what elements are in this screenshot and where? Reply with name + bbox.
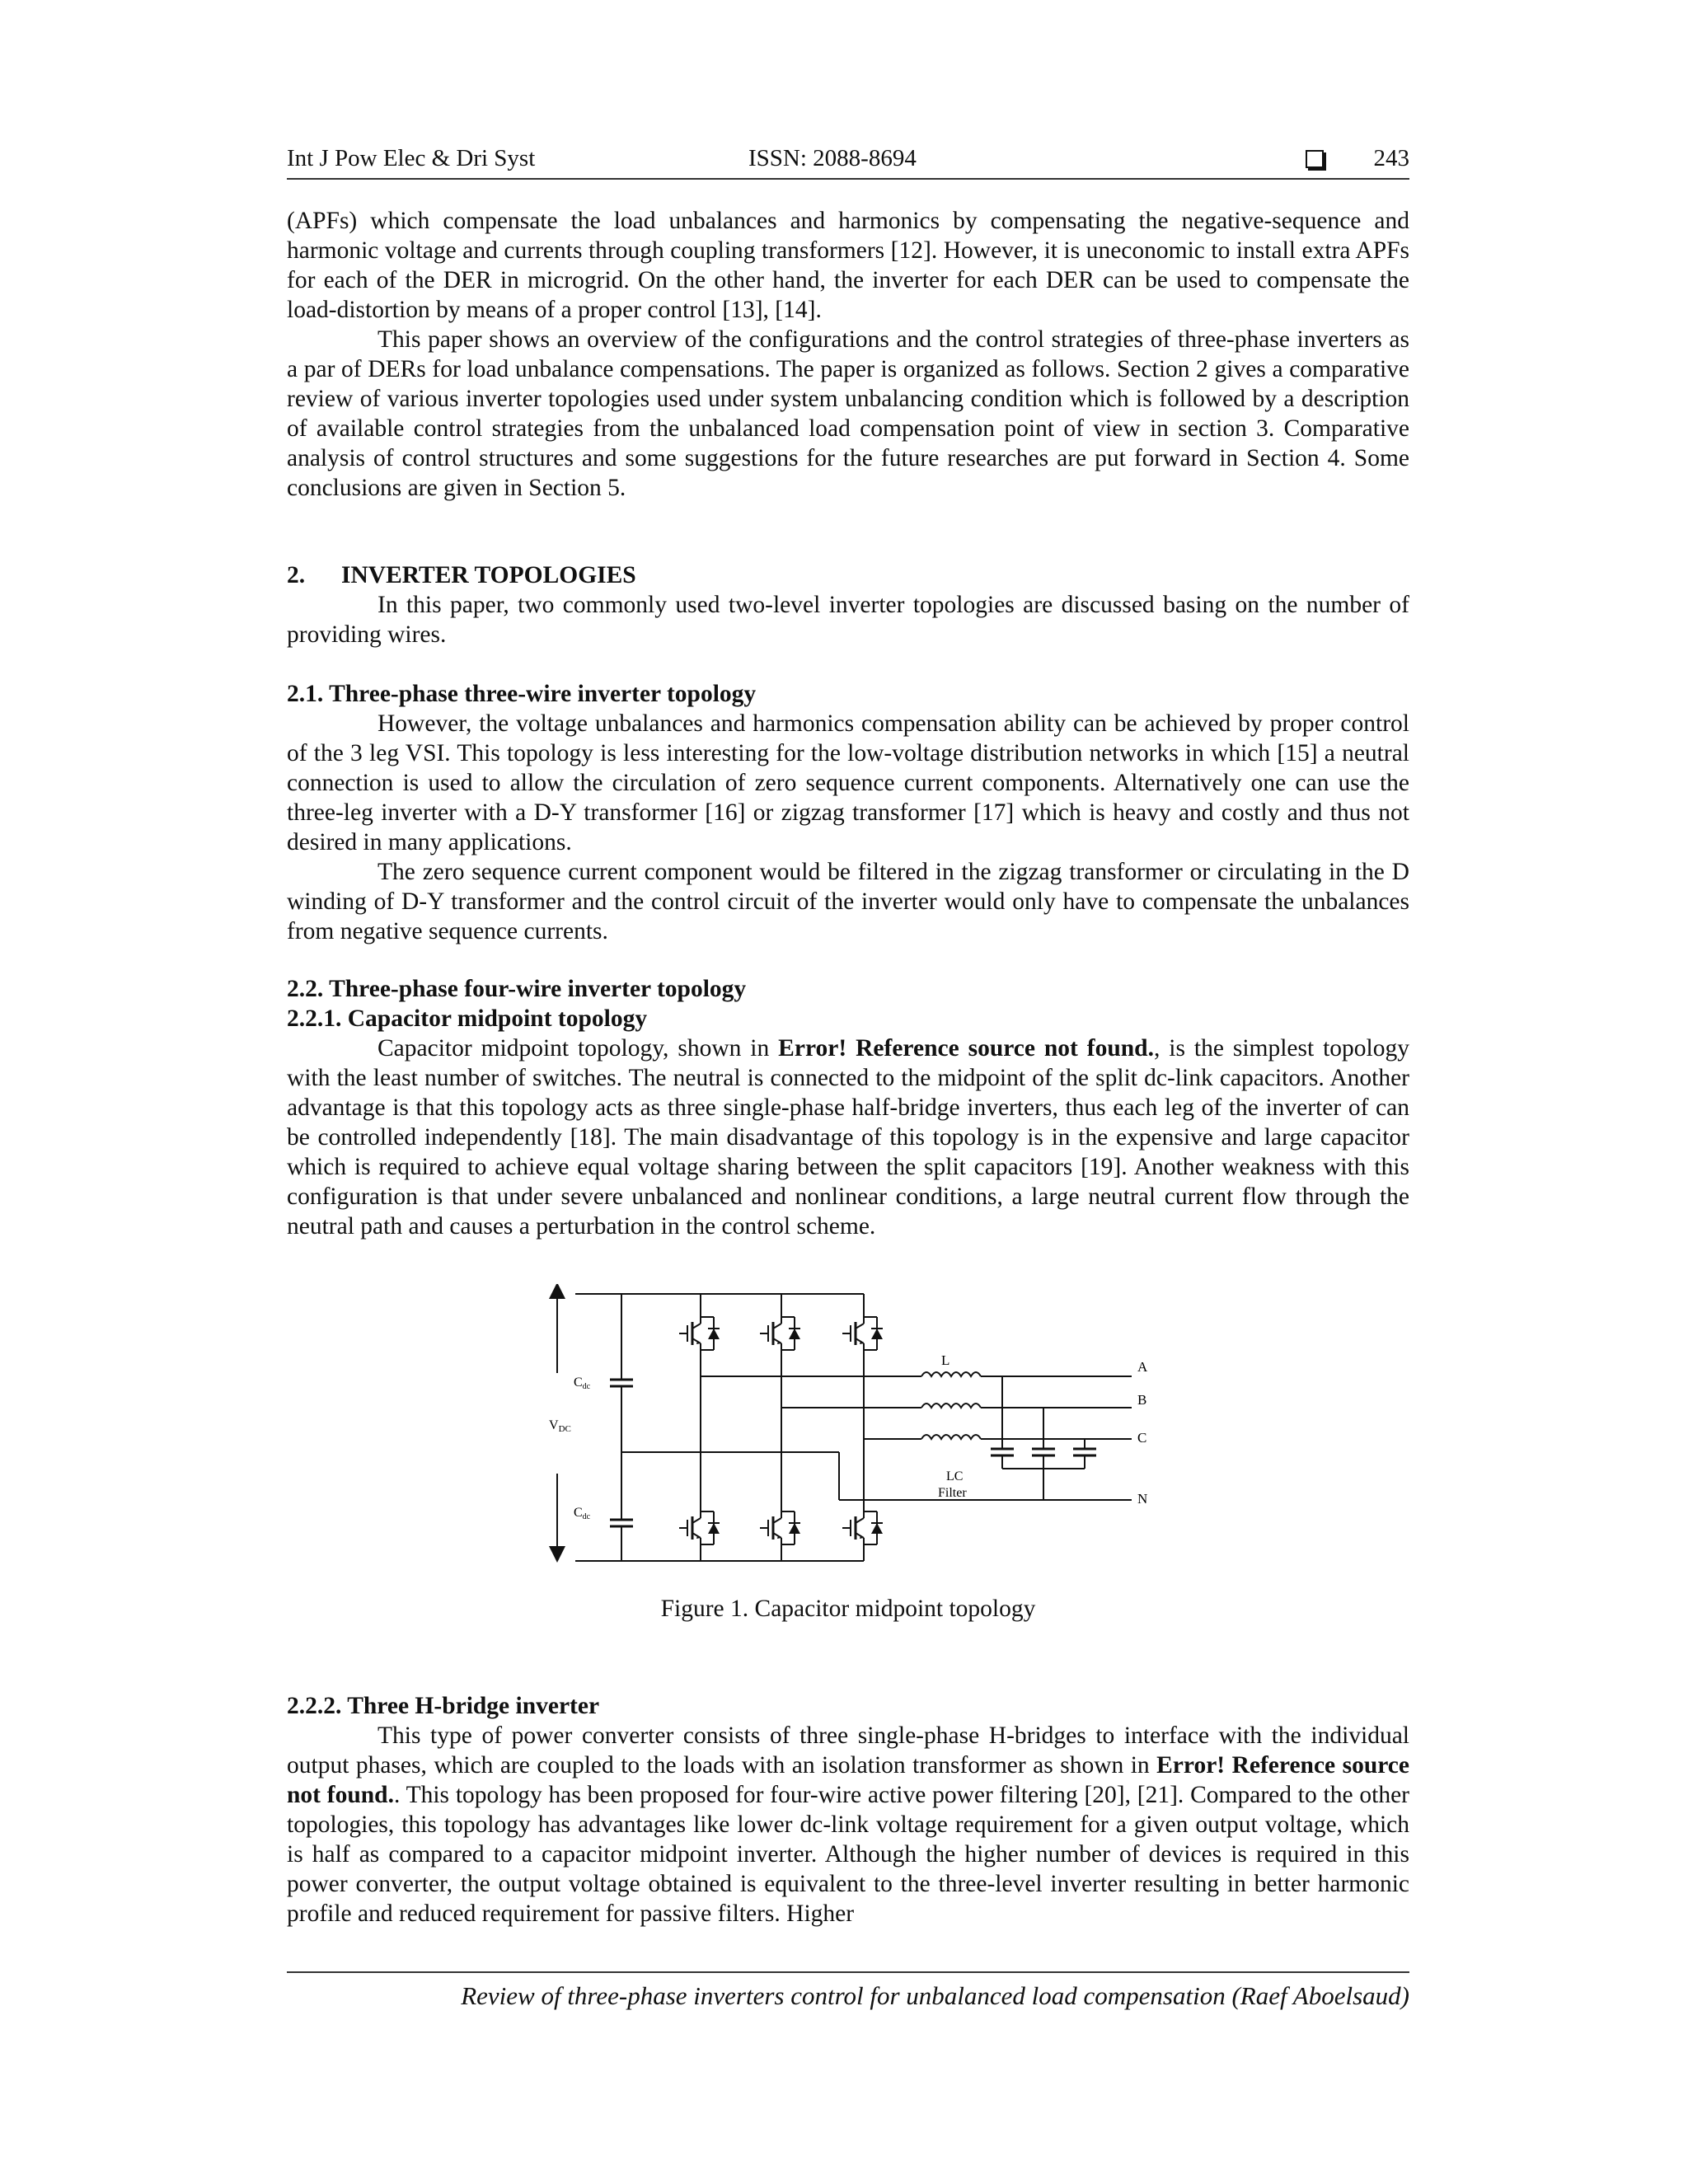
- cdc-label-top: Cdc: [574, 1376, 591, 1391]
- section-2-2-1-paragraph: Capacitor midpoint topology, shown in Error! Reference source not found., is the simplest topology with the least number of switches. The neutral is connected to the midpoint of the split dc-link capacitors. Another advantage is that this topology acts as three single-phase half-bridge inverters, thus each leg of the inverter of can be controlled independently [18]. The main disadvantage of this topology is in the expensive and large capacitor which is required to achieve equal voltage sharing between the split capacitors [19]. Another weakness with this configuration is that under severe unbalanced and nonlinear conditions, a large neutral current flow through the neutral path and causes a perturbation in the control scheme.: [287, 1035, 1409, 1240]
- phase-c-label: C: [1137, 1430, 1147, 1446]
- checkbox-square-icon: [1306, 150, 1324, 168]
- dc-capacitor-top: [610, 1363, 633, 1403]
- inductor-label: L: [941, 1352, 950, 1368]
- journal-name: Int J Pow Elec & Dri Syst: [287, 145, 536, 171]
- filter-label: Filter: [938, 1486, 967, 1500]
- section-2-2-2-heading: 2.2.2. Three H-bridge inverter: [287, 1693, 600, 1719]
- page-number: 243: [1373, 145, 1409, 171]
- inductor-a: [921, 1372, 981, 1376]
- phase-a-label: A: [1137, 1359, 1148, 1375]
- issn: ISSN: 2088-8694: [748, 145, 917, 171]
- intro-section: [287, 206, 1409, 503]
- running-footer: [287, 1971, 1409, 2013]
- intro-paragraph-1: (APFs) which compensate the load unbalances and harmonics by compensating the negative-sequence and harmonic voltage and currents through coupling transformers [12]. However, it is uneconomic to install extra APFs for each of the DER in microgrid. On the other hand, the inverter for each DER can be used to compensate the load-distortion by means of a proper control [13], [14].: [287, 208, 1409, 323]
- phase-b-label: B: [1137, 1392, 1147, 1408]
- figure-1-circuit-diagram: [542, 1284, 1193, 1564]
- neutral-label: N: [1137, 1491, 1148, 1507]
- section-2-heading: 2. INVERTER TOPOLOGIES: [287, 562, 636, 588]
- inverter-leg-a: [679, 1294, 720, 1561]
- dc-capacitor-bottom: [610, 1503, 633, 1543]
- section-2-1-paragraph-1: However, the voltage unbalances and harmonics compensation ability can be achieved by proper control of the 3 leg VSI. This topology is less interesting for the low-voltage distribution networks in which [15] a neutral connection is used to allow the circulation of zero sequence current components. Alternatively one can use the three-leg inverter with a D-Y transformer [16] or zigzag transformer [17] which is heavy and costly and thus not desired in many applications.: [287, 710, 1409, 855]
- section-2-2-1-heading: 2.2.1. Capacitor midpoint topology: [287, 1005, 648, 1032]
- inductor-c: [921, 1435, 981, 1439]
- lc-label: LC: [946, 1469, 964, 1483]
- running-header: [287, 145, 1409, 180]
- broken-reference: Error! Reference source not found.: [778, 1035, 1154, 1062]
- footer-title: Review of three-phase inverters control for unbalanced load compensation (Raef Aboelsaud): [461, 1981, 1409, 2010]
- filter-capacitors: [991, 1449, 1096, 1455]
- inverter-leg-b: [760, 1294, 800, 1561]
- vdc-label: VDC: [549, 1418, 571, 1434]
- section-2-1: [287, 679, 1409, 946]
- section-2: [287, 560, 1409, 649]
- intro-paragraph-2: This paper shows an overview of the configurations and the control strategies of three-phase inverters as a par of DERs for load unbalance compensations. The paper is organized as follows. Section 2 gives a comparative review of various inverter topologies used under system unbalancing condition which is followed by a description of available control strategies from the unbalanced load compensation point of view in section 3. Comparative analysis of control structures and some suggestions for the future researches are put forward in Section 4. Some conclusions are given in Section 5.: [287, 326, 1409, 501]
- figure-1-caption: Figure 1. Capacitor midpoint topology: [660, 1596, 1036, 1622]
- section-2-2: [287, 974, 1409, 1241]
- section-2-2-2: [287, 1691, 1409, 1929]
- section-2-paragraph: In this paper, two commonly used two-level inverter topologies are discussed basing on the number of providing wires.: [287, 592, 1409, 648]
- broken-reference: Error! Reference source not found.: [287, 1752, 1409, 1808]
- inverter-leg-c: [842, 1294, 883, 1561]
- section-2-2-heading: 2.2. Three-phase four-wire inverter topology: [287, 976, 747, 1002]
- section-2-1-paragraph-2: The zero sequence current component would be filtered in the zigzag transformer or circulating in the D winding of D-Y transformer and the control circuit of the inverter would only have to compensate the unbalances from negative sequence currents.: [287, 859, 1409, 944]
- inductor-b: [921, 1404, 981, 1408]
- cdc-label-bottom: Cdc: [574, 1506, 591, 1521]
- section-2-1-heading: 2.1. Three-phase three-wire inverter topology: [287, 681, 757, 707]
- section-2-2-2-paragraph: This type of power converter consists of three single-phase H-bridges to interface with the individual output phases, which are coupled to the loads with an isolation transformer as shown in Error! Reference source not found.. This topology has been proposed for four-wire active power filtering [20], [21]. Compared to the other topologies, this topology has advantages like lower dc-link voltage requirement for a given output voltage, which is half as compared to a capacitor midpoint inverter. Although the higher number of devices is required in this power converter, the output voltage obtained is equivalent to the three-level inverter resulting in better harmonic profile and reduced requirement for passive filters. Higher: [287, 1722, 1409, 1927]
